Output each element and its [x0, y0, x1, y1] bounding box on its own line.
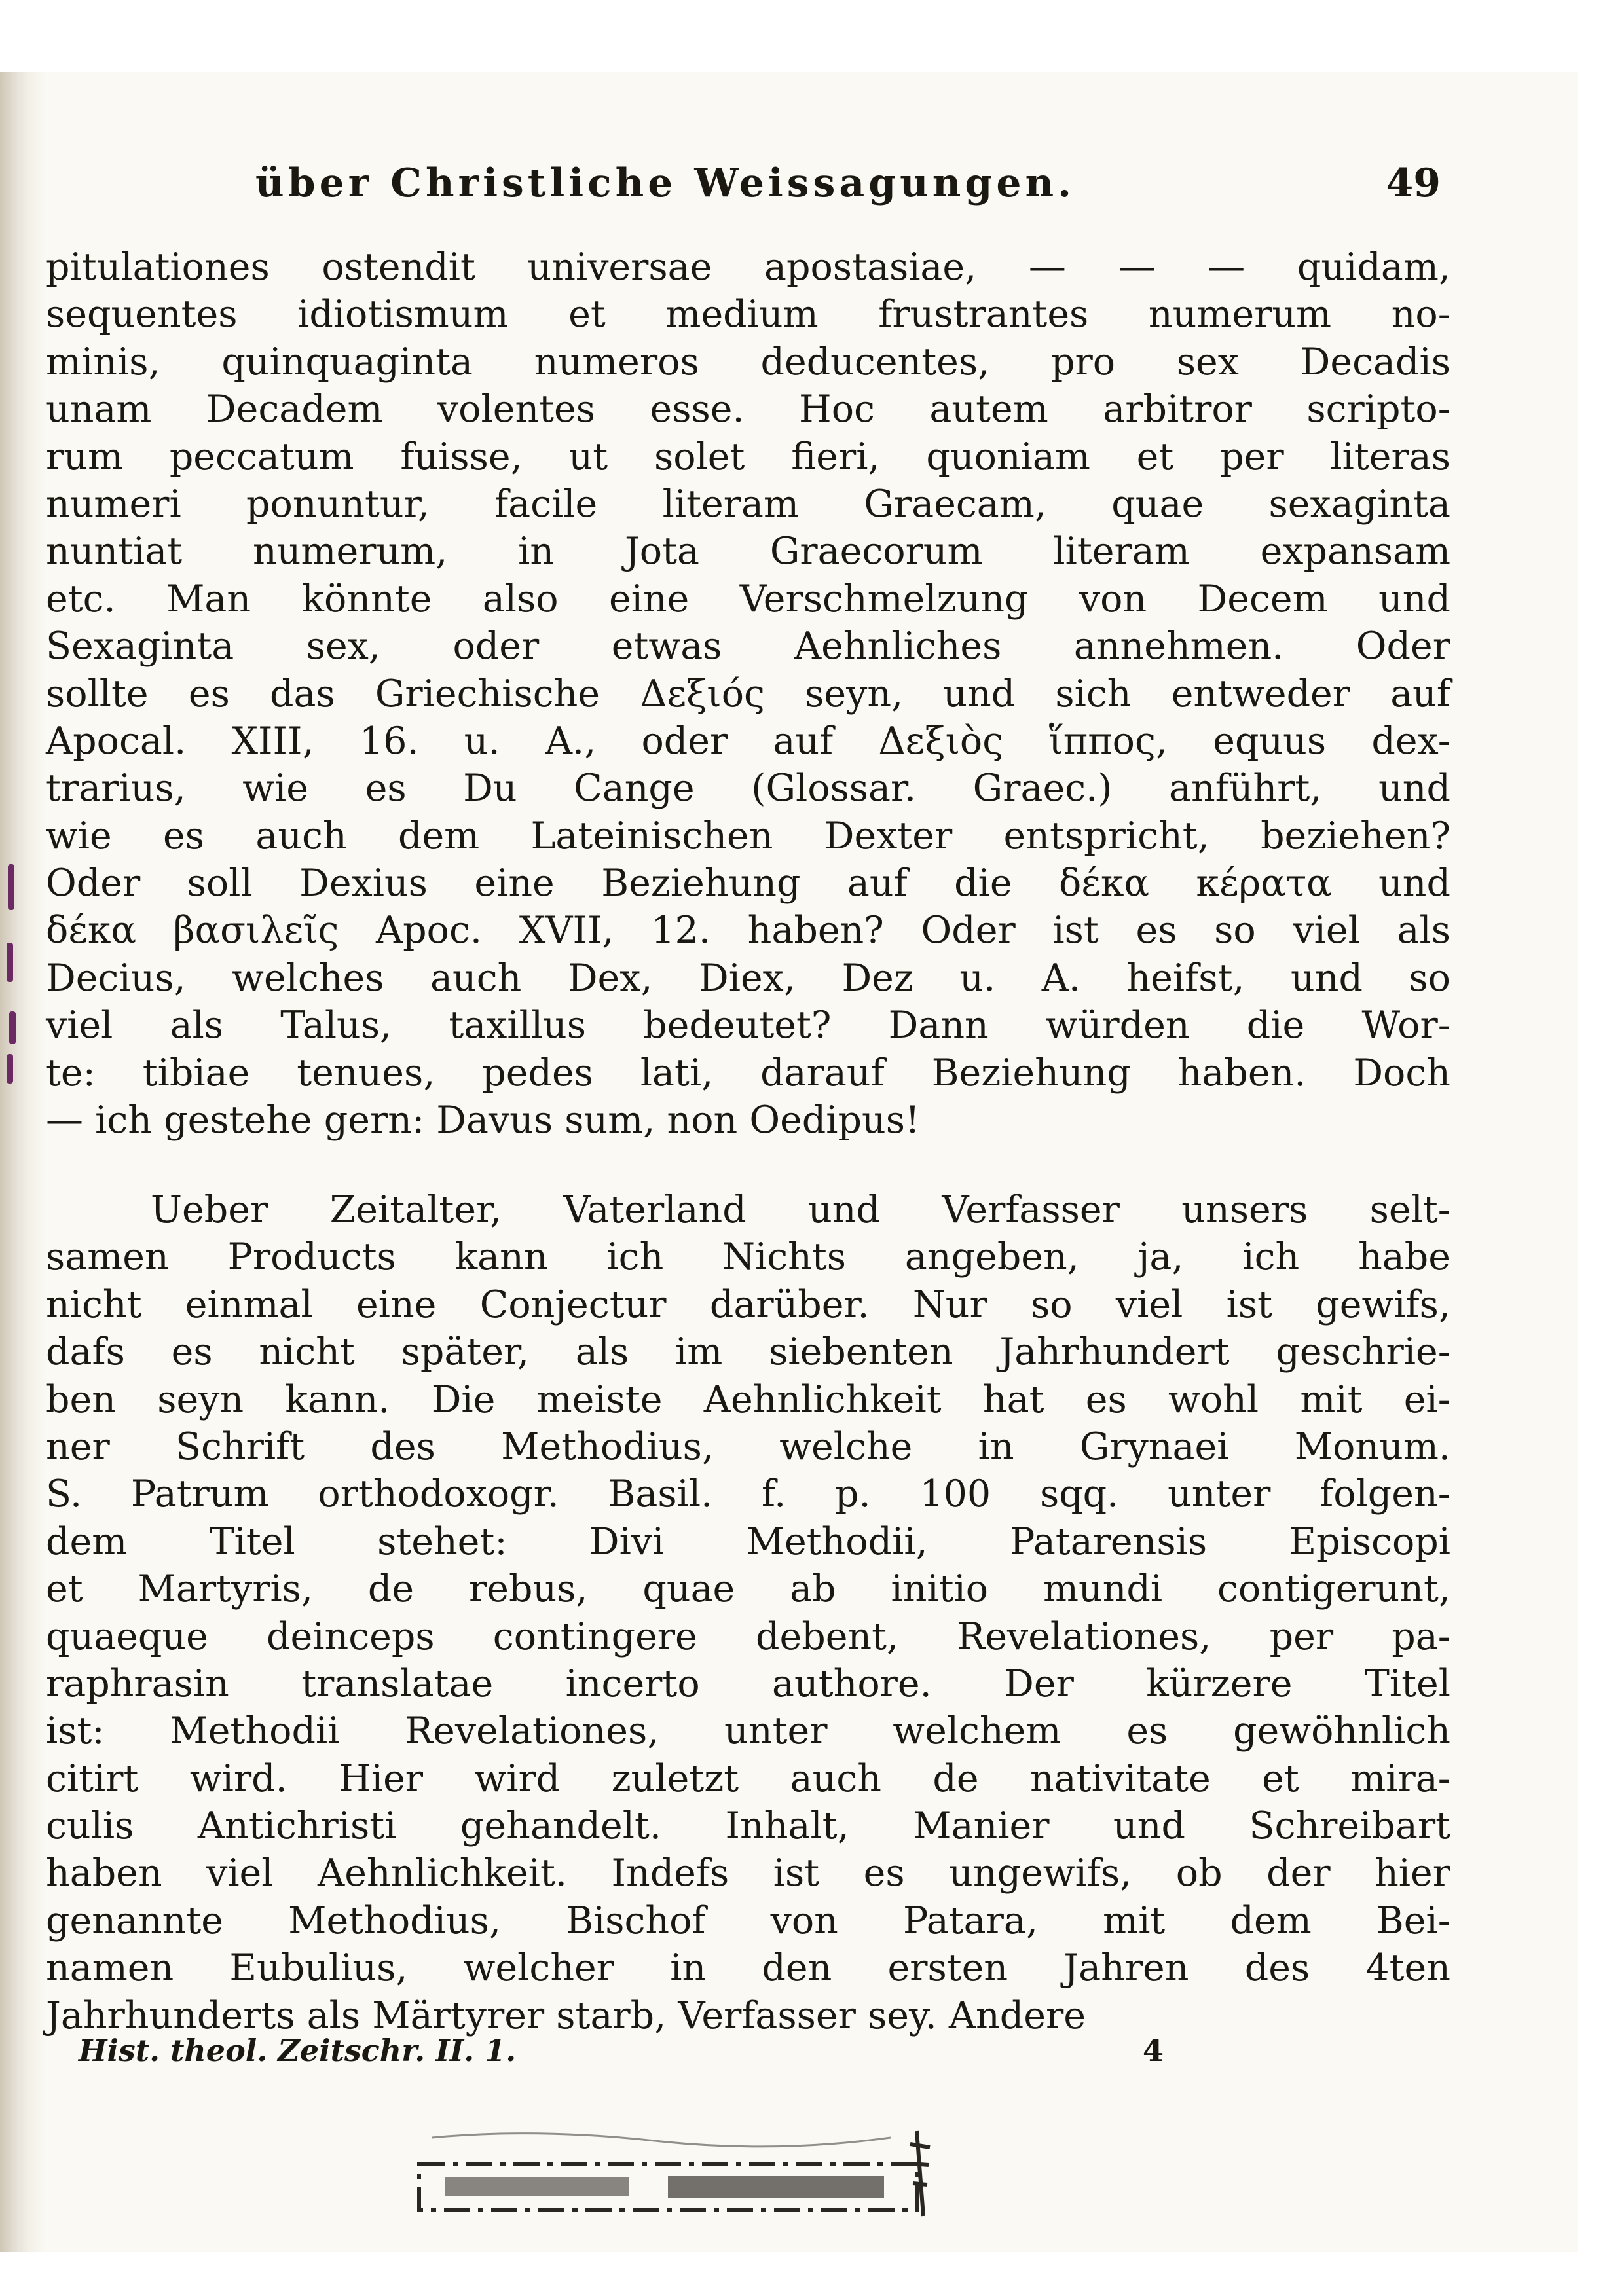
running-header: [255, 160, 1441, 213]
margin-ink-mark: [7, 1054, 13, 1084]
page-edge-shadow: [0, 72, 46, 2252]
text-line: Ueber Zeitalter, Vaterland und Verfasser unsers selt-: [151, 1188, 1450, 1231]
text-line: samen Products kann ich Nichts angeben, ja, ich habe: [46, 1235, 1450, 1279]
text-line: unam Decadem volentes esse. Hoc autem arbitror scripto-: [46, 388, 1450, 431]
text-line: — ich gestehe gern: Davus sum, non Oedipus!: [46, 1099, 920, 1142]
text-line: et Martyris, de rebus, quae ab initio mundi contigerunt,: [46, 1567, 1450, 1611]
text-line: viel als Talus, taxillus bedeutet? Dann würden die Wor-: [46, 1004, 1450, 1048]
library-stamp: [406, 2124, 963, 2223]
text-line: pitulationes ostendit universae apostasiae, — — — quidam,: [46, 246, 1450, 289]
text-line: dem Titel stehet: Divi Methodii, Patarensis Episcopi: [46, 1520, 1450, 1563]
running-title: über Christliche Weissagungen.: [255, 160, 1076, 206]
text-line: minis, quinquaginta numeros deducentes, pro sex Decadis: [46, 340, 1450, 384]
text-line: Oder soll Dexius eine Beziehung auf die δέκα κέρατα und: [46, 862, 1450, 905]
text-line: nicht einmal eine Conjectur darüber. Nur so viel ist gewifs,: [46, 1283, 1450, 1326]
margin-ink-mark: [7, 943, 13, 982]
text-line: citirt wird. Hier wird zuletzt auch de nativitate et mira-: [46, 1757, 1450, 1800]
text-line: sollte es das Griechische Δεξιός seyn, und sich entweder auf: [46, 672, 1450, 716]
text-line: ner Schrift des Methodius, welche in Grynaei Monum.: [46, 1425, 1450, 1468]
footer: [79, 2033, 1192, 2068]
text-line: ben seyn kann. Die meiste Aehnlichkeit hat es wohl mit ei-: [46, 1377, 1450, 1421]
text-line: trarius, wie es Du Cange (Glossar. Graec.) anführt, und: [46, 767, 1450, 811]
text-line: nuntiat numerum, in Jota Graecorum literam expansam: [46, 530, 1450, 574]
paragraph-2: [46, 1186, 1450, 2039]
text-line: raphrasin translatae incerto authore. Der kürzere Titel: [46, 1662, 1450, 1705]
text-line: rum peccatum fuisse, ut solet fieri, quoniam et per literas: [46, 435, 1450, 479]
page-number: 49: [1386, 160, 1441, 206]
text-line: dafs es nicht später, als im siebenten Jahrhundert geschrie-: [46, 1330, 1450, 1374]
margin-ink-mark: [9, 1011, 16, 1044]
text-line: S. Patrum orthodoxogr. Basil. f. p. 100 sqq. unter folgen-: [46, 1472, 1450, 1516]
margin-ink-mark: [8, 864, 14, 910]
text-line: sequentes idiotismum et medium frustrantes numerum no-: [46, 293, 1450, 337]
journal-signature-line: Hist. theol. Zeitschr. II. 1.: [79, 2033, 517, 2068]
text-line: te: tibiae tenues, pedes lati, darauf Beziehung haben. Doch: [46, 1051, 1450, 1095]
text-line: culis Antichristi gehandelt. Inhalt, Manier und Schreibart: [46, 1804, 1450, 1848]
text-line: haben viel Aehnlichkeit. Indefs ist es ungewifs, ob der hier: [46, 1851, 1450, 1895]
text-line: δέκα βασιλεῖς Apoc. XVII, 12. haben? Oder ist es so viel als: [46, 909, 1450, 953]
signature-number: 4: [1143, 2033, 1164, 2068]
text-line: etc. Man könnte also eine Verschmelzung von Decem und: [46, 577, 1450, 621]
text-line: namen Eubulius, welcher in den ersten Jahren des 4ten: [46, 1946, 1450, 1990]
text-line: genannte Methodius, Bischof von Patara, mit dem Bei-: [46, 1899, 1450, 1942]
text-line: Sexaginta sex, oder etwas Aehnliches annehmen. Oder: [46, 625, 1450, 668]
text-line: Decius, welches auch Dex, Diex, Dez u. A. heifst, und so: [46, 956, 1450, 1000]
text-line: Jahrhunderts als Märtyrer starb, Verfasser sey. Andere: [46, 1994, 1086, 2037]
text-line: quaeque deinceps contingere debent, Revelationes, per pa-: [46, 1614, 1450, 1658]
paragraph-1: [46, 244, 1450, 1144]
text-line: wie es auch dem Lateinischen Dexter entspricht, beziehen?: [46, 814, 1450, 858]
text-line: numeri ponuntur, facile literam Graecam, quae sexaginta: [46, 482, 1450, 526]
text-line: ist: Methodii Revelationes, unter welchem es gewöhnlich: [46, 1709, 1450, 1753]
text-line: Apocal. XIII, 16. u. A., oder auf Δεξιὸς ἵππος, equus dex-: [46, 719, 1450, 763]
